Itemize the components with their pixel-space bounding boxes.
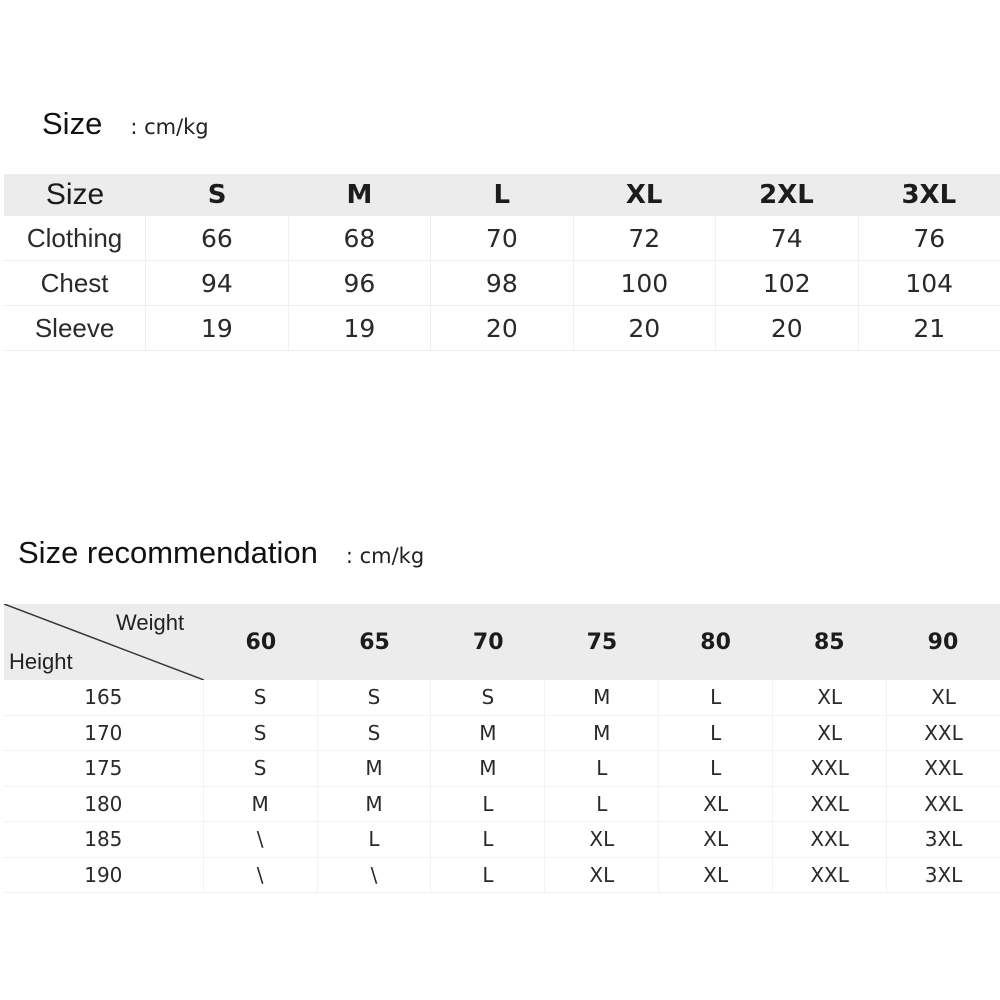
table-row	[4, 261, 1000, 306]
table-row	[4, 751, 1000, 787]
weight-column-header: 75	[586, 629, 618, 655]
table-cell: XXL	[886, 787, 1000, 822]
table-cell: \	[203, 822, 317, 857]
size-column-header: S	[207, 180, 227, 210]
table-cell: 70	[430, 216, 572, 260]
table-cell: 96	[288, 261, 430, 305]
table-cell: XL	[886, 680, 1000, 715]
table-cell: XL	[658, 822, 772, 857]
weight-column-header: 60	[245, 629, 277, 655]
table-cell: XXL	[886, 751, 1000, 786]
table-cell: 102	[715, 261, 857, 305]
table-cell: 3XL	[886, 858, 1000, 893]
recommendation-heading	[18, 535, 424, 571]
table-cell: M	[203, 787, 317, 822]
table-cell: 100	[573, 261, 715, 305]
table-cell: 20	[573, 306, 715, 350]
table-cell: XL	[544, 858, 658, 893]
height-label: Height	[9, 649, 73, 674]
table-row	[4, 716, 1000, 752]
height-row-label: 175	[84, 756, 123, 781]
row-label: Clothing	[26, 222, 123, 253]
table-cell: 20	[430, 306, 572, 350]
table-cell: L	[658, 751, 772, 786]
table-cell: M	[430, 751, 544, 786]
table-cell: S	[203, 751, 317, 786]
corner-cell	[4, 604, 204, 680]
table-cell: S	[430, 680, 544, 715]
table-cell: XL	[772, 680, 886, 715]
table-row	[4, 858, 1000, 894]
table-cell: M	[544, 716, 658, 751]
table-row	[4, 306, 1000, 351]
table-cell: L	[544, 787, 658, 822]
weight-column-header: 80	[700, 629, 731, 655]
size-column-header: L	[493, 180, 511, 210]
table-cell: S	[203, 680, 317, 715]
weight-column-header: 90	[927, 629, 959, 655]
table-cell: S	[317, 716, 431, 751]
table-cell: M	[317, 751, 431, 786]
table-cell: 19	[288, 306, 430, 350]
height-row-label: 180	[84, 791, 123, 816]
size-column-header: 3XL	[901, 180, 957, 210]
table-cell: L	[430, 858, 544, 893]
table-row	[4, 822, 1000, 858]
size-heading	[42, 106, 209, 142]
table-cell: XL	[544, 822, 658, 857]
table-cell: L	[430, 787, 544, 822]
table-cell: L	[430, 822, 544, 857]
height-row-label: 190	[84, 862, 123, 887]
table-cell: XL	[658, 858, 772, 893]
table-row	[4, 680, 1000, 716]
table-cell: L	[544, 751, 658, 786]
table-cell: 68	[288, 216, 430, 260]
weight-column-header: 70	[472, 629, 504, 655]
height-row-label: 185	[84, 827, 123, 852]
size-column-header: XL	[625, 180, 663, 210]
table-cell: XXL	[772, 822, 886, 857]
table-cell: M	[430, 716, 544, 751]
table-cell: L	[658, 716, 772, 751]
table-cell: 21	[858, 306, 1000, 350]
recommendation-table	[4, 604, 1000, 893]
row-label: Sleeve	[34, 312, 115, 343]
size-column-header: M	[346, 180, 373, 210]
recommendation-title: Size recommendation	[18, 535, 318, 570]
table-cell: 19	[145, 306, 287, 350]
table-cell: L	[317, 822, 431, 857]
weight-column-header: 65	[359, 629, 390, 655]
row-label: Chest	[40, 267, 109, 298]
size-title: Size	[42, 106, 103, 141]
table-cell: 98	[430, 261, 572, 305]
table-cell: \	[317, 858, 431, 893]
table-cell: XL	[772, 716, 886, 751]
table-cell: S	[317, 680, 431, 715]
table-row	[4, 787, 1000, 823]
table-row	[4, 216, 1000, 261]
table-cell: 72	[573, 216, 715, 260]
table-cell: XXL	[772, 787, 886, 822]
height-row-label: 170	[84, 720, 123, 745]
table-cell: \	[203, 858, 317, 893]
recommendation-table-header	[4, 604, 1000, 680]
weight-column-header: 85	[813, 629, 845, 655]
table-cell: M	[317, 787, 431, 822]
table-cell: L	[658, 680, 772, 715]
size-table	[4, 174, 1000, 351]
size-corner-label: Size	[45, 178, 105, 211]
height-row-label: 165	[84, 685, 123, 710]
table-cell: M	[544, 680, 658, 715]
size-unit: : cm/kg	[130, 115, 209, 139]
table-cell: 66	[145, 216, 287, 260]
recommendation-unit: : cm/kg	[345, 544, 425, 568]
table-cell: 20	[715, 306, 857, 350]
weight-label: Weight	[116, 610, 185, 635]
table-cell: 3XL	[886, 822, 1000, 857]
table-cell: 104	[858, 261, 1000, 305]
table-cell: 94	[145, 261, 287, 305]
table-cell: 74	[715, 216, 857, 260]
table-cell: XL	[658, 787, 772, 822]
size-table-header	[4, 174, 1000, 216]
table-cell: 76	[858, 216, 1000, 260]
table-cell: XXL	[772, 751, 886, 786]
size-column-header: 2XL	[759, 180, 814, 210]
table-cell: XXL	[772, 858, 886, 893]
table-cell: XXL	[886, 716, 1000, 751]
table-cell: S	[203, 716, 317, 751]
